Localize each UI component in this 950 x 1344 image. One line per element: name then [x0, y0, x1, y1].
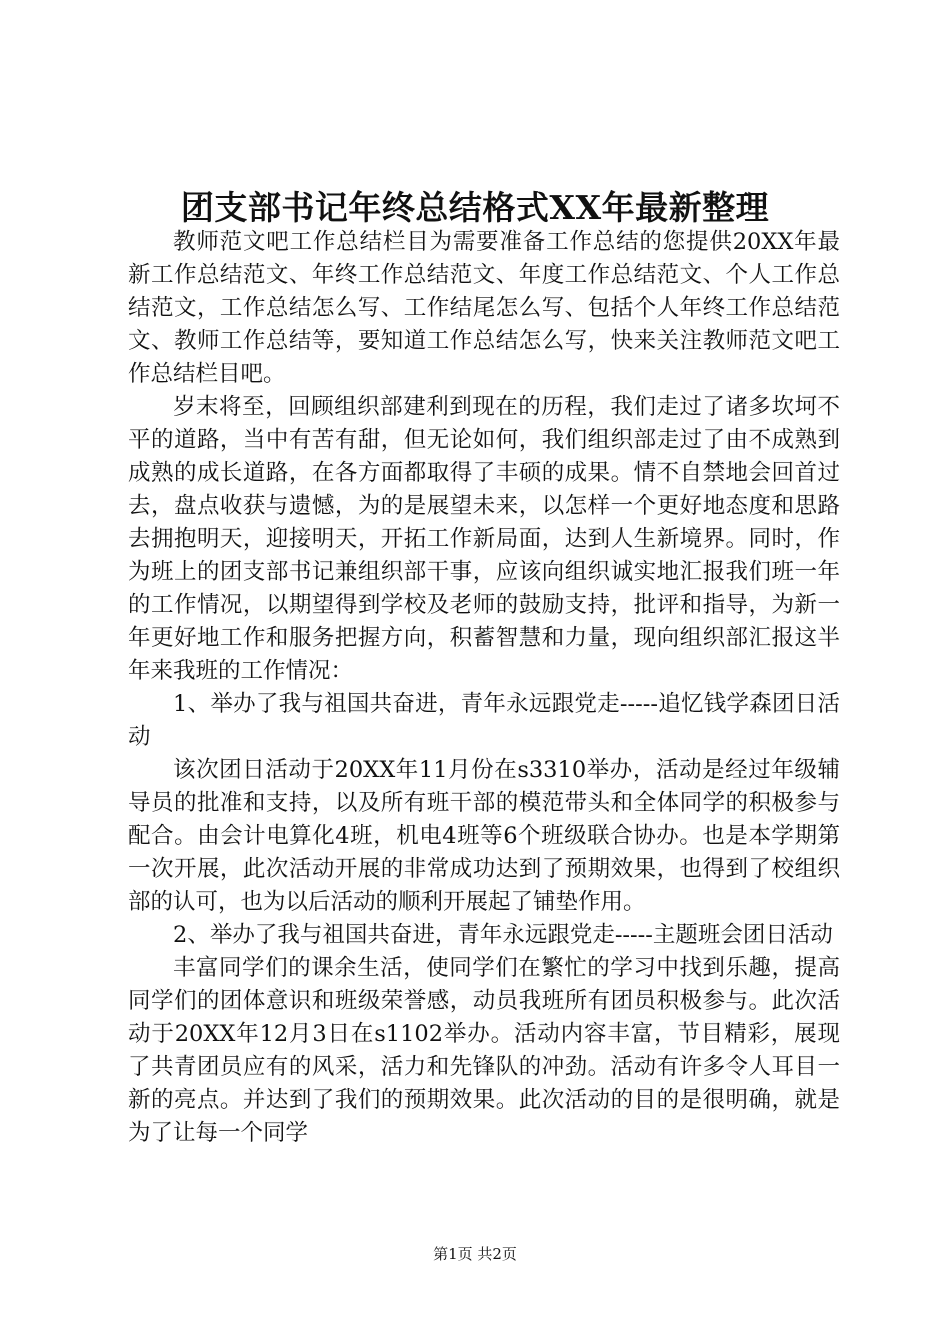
- page-number-footer: 第1页 共2页: [433, 1245, 517, 1263]
- section-heading-1: 1、举办了我与祖国共奋进，青年永远跟党走-----追忆钱学森团日活动: [128, 691, 840, 750]
- paragraph-activity-2: 丰富同学们的课余生活，使同学们在繁忙的学习中找到乐趣，提高同学们的团体意识和班级荣誉感，动员我班所有团员积极参与。此次活动于20XX年12月3日在s1102举办。活动内容丰富，节目精彩，展现了共青团员应有的风采，活力和先锋队的冲劲。活动有许多令人耳目一新的亮点。并达到了我们的预期效果。此次活动的目的是很明确，就是为了让每一个同学: [128, 955, 840, 1146]
- document-title: 团支部书记年终总结格式XX年最新整理: [180, 188, 770, 227]
- paragraph-intro: 教师范文吧工作总结栏目为需要准备工作总结的您提供20XX年最新工作总结范文、年终工作总结范文、年度工作总结范文、个人工作总结范文，工作总结怎么写、工作结尾怎么写、包括个人年终工作总结范文、教师工作总结等，要知道工作总结怎么写，快来关注教师范文吧工作总结栏目吧。: [128, 229, 840, 387]
- paragraph-activity-1: 该次团日活动于20XX年11月份在s3310举办，活动是经过年级辅导员的批准和支持，以及所有班干部的模范带头和全体同学的积极参与配合。由会计电算化4班，机电4班等6个班级联合协办。也是本学期第一次开展，此次活动开展的非常成功达到了预期效果，也得到了校组织部的认可，也为以后活动的顺利开展起了铺垫作用。: [128, 757, 840, 915]
- section-heading-2: 2、举办了我与祖国共奋进，青年永远跟党走-----主题班会团日活动: [173, 922, 833, 948]
- paragraph-review: 岁末将至，回顾组织部建利到现在的历程，我们走过了诸多坎坷不平的道路，当中有苦有甜，但无论如何，我们组织部走过了由不成熟到成熟的成长道路，在各方面都取得了丰硕的成果。情不自禁地会回首过去，盘点收获与遗憾，为的是展望未来，以怎样一个更好地态度和思路去拥抱明天，迎接明天，开拓工作新局面，达到人生新境界。同时，作为班上的团支部书记兼组织部干事，应该向组织诚实地汇报我们班一年的工作情况，以期望得到学校及老师的鼓励支持，批评和指导，为新一年更好地工作和服务把握方向，积蓄智慧和力量，现向组织部汇报这半年来我班的工作情况：: [128, 394, 840, 684]
- document-body: [128, 226, 840, 1150]
